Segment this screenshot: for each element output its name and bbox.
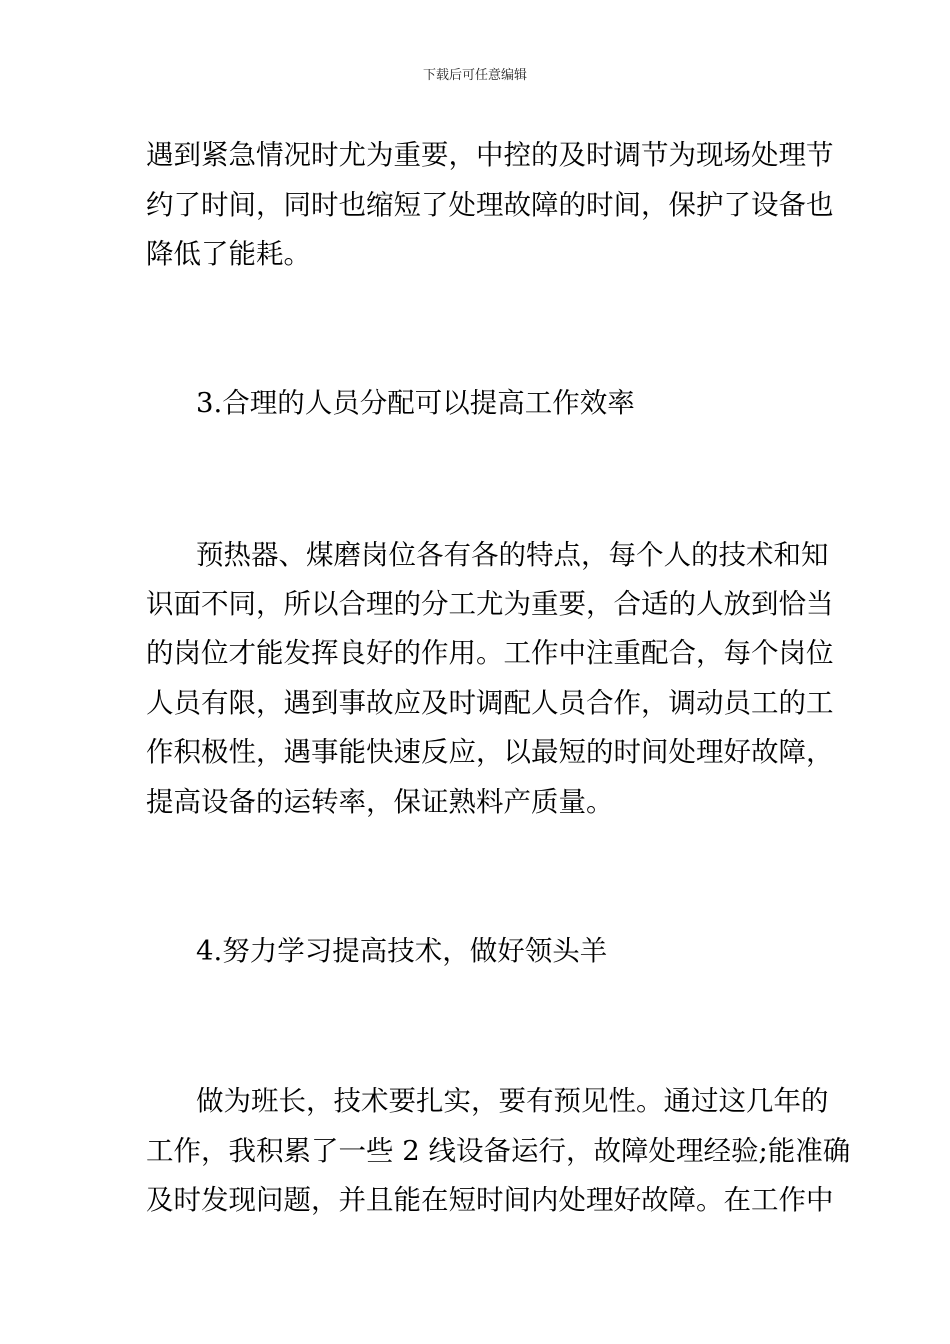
paragraph-line: 预热器、煤磨岗位各有各的特点，每个人的技术和知 bbox=[196, 539, 829, 571]
paragraph-line: 人员有限，遇到事故应及时调配人员合作，调动员工的工 bbox=[146, 687, 834, 719]
paragraph-line: 工作，我积累了一些 2 线设备运行，故障处理经验;能准确 bbox=[146, 1135, 851, 1167]
section-heading: 4.努力学习提高技术，做好领头羊 bbox=[196, 935, 608, 967]
section-heading: 3.合理的人员分配可以提高工作效率 bbox=[196, 387, 635, 419]
page-header: 下载后可任意编辑 bbox=[422, 68, 527, 83]
paragraph-line: 约了时间，同时也缩短了处理故障的时间，保护了设备也 bbox=[146, 189, 834, 221]
paragraph-line: 作积极性，遇事能快速反应，以最短的时间处理好故障， bbox=[146, 736, 834, 768]
paragraph-line: 降低了能耗。 bbox=[146, 238, 311, 270]
paragraph-line: 提高设备的运转率，保证熟料产质量。 bbox=[146, 786, 614, 818]
paragraph-line: 及时发现问题，并且能在短时间内处理好故障。在工作中 bbox=[146, 1184, 834, 1216]
paragraph-line: 做为班长，技术要扎实，要有预见性。通过这几年的 bbox=[196, 1085, 829, 1117]
paragraph-line: 遇到紧急情况时尤为重要，中控的及时调节为现场处理节 bbox=[146, 139, 834, 171]
paragraph-line: 的岗位才能发挥良好的作用。工作中注重配合，每个岗位 bbox=[146, 637, 834, 669]
paragraph-line: 识面不同，所以合理的分工尤为重要，合适的人放到恰当 bbox=[146, 588, 834, 620]
